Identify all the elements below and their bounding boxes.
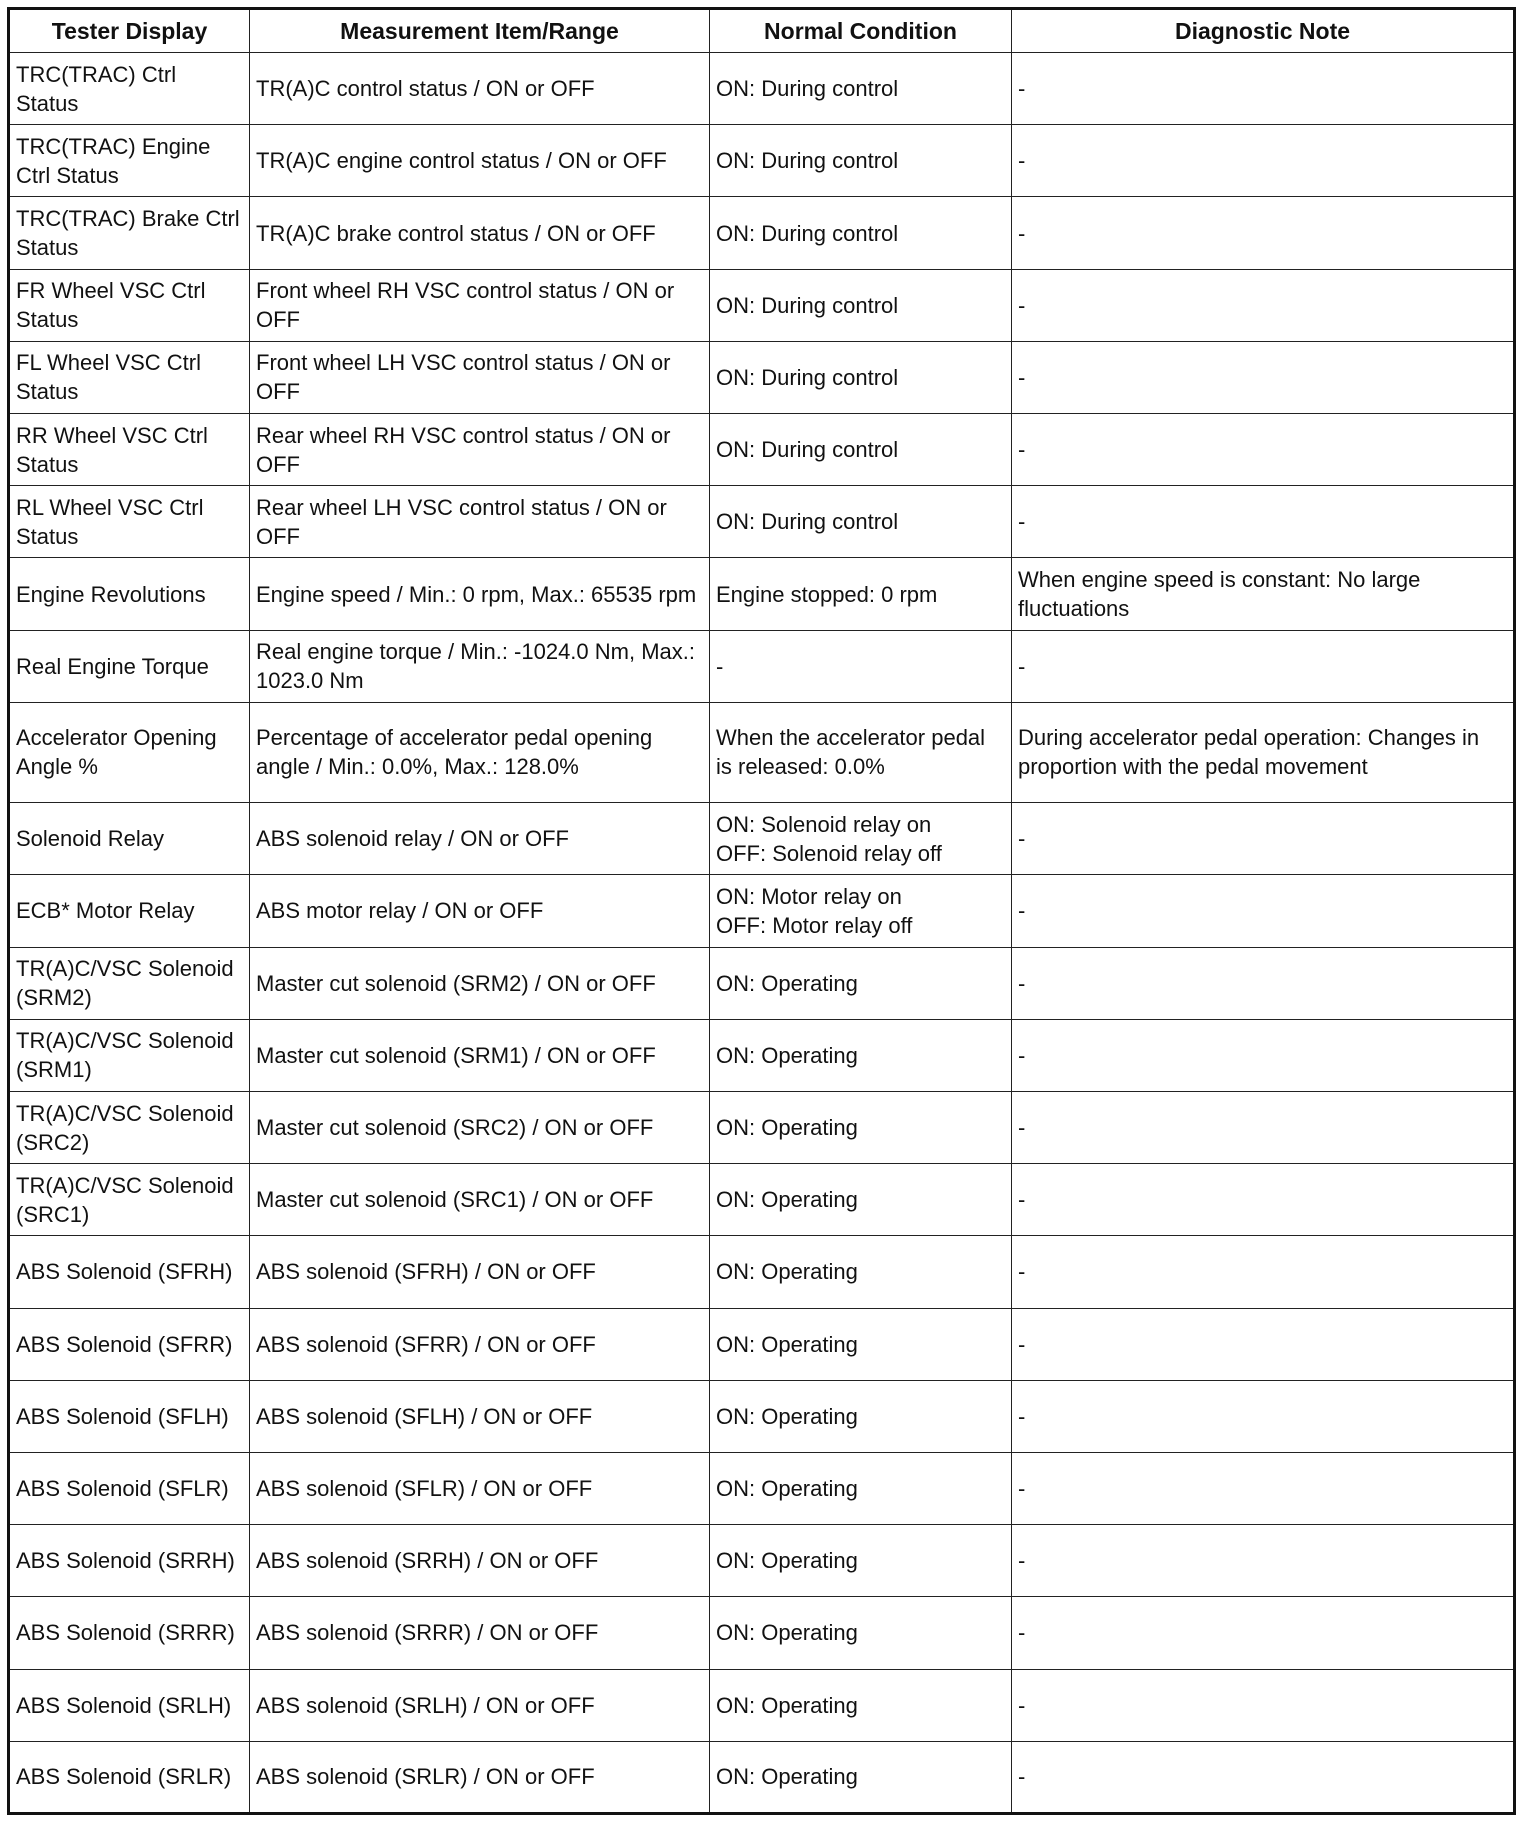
cell-measurement-item: Master cut solenoid (SRM1) / ON or OFF xyxy=(250,1019,710,1091)
cell-measurement-item: ABS solenoid (SRRR) / ON or OFF xyxy=(250,1597,710,1669)
cell-normal-condition: ON: Operating xyxy=(710,1669,1012,1741)
cell-normal-condition: ON: During control xyxy=(710,486,1012,558)
cell-tester-display: TRC(TRAC) Engine Ctrl Status xyxy=(9,125,250,197)
table-body xyxy=(9,53,1515,1814)
cell-measurement-item: ABS solenoid (SFLH) / ON or OFF xyxy=(250,1380,710,1452)
cell-diagnostic-note: - xyxy=(1012,1452,1515,1524)
cell-diagnostic-note: - xyxy=(1012,414,1515,486)
tester-data-table xyxy=(7,7,1516,1815)
cell-tester-display: Accelerator Opening Angle % xyxy=(9,702,250,802)
cell-diagnostic-note: - xyxy=(1012,803,1515,875)
table-row xyxy=(9,125,1515,197)
cell-normal-condition: ON: Operating xyxy=(710,947,1012,1019)
table-row xyxy=(9,702,1515,802)
table-row xyxy=(9,1164,1515,1236)
cell-tester-display: Engine Revolutions xyxy=(9,558,250,630)
cell-normal-condition: ON: Solenoid relay on OFF: Solenoid relay off xyxy=(710,803,1012,875)
table-row xyxy=(9,1452,1515,1524)
cell-diagnostic-note: - xyxy=(1012,486,1515,558)
cell-measurement-item: Master cut solenoid (SRC1) / ON or OFF xyxy=(250,1164,710,1236)
cell-diagnostic-note: - xyxy=(1012,1164,1515,1236)
cell-measurement-item: ABS solenoid relay / ON or OFF xyxy=(250,803,710,875)
cell-normal-condition: ON: Operating xyxy=(710,1597,1012,1669)
cell-diagnostic-note: During accelerator pedal operation: Changes in proportion with the pedal movement xyxy=(1012,702,1515,802)
cell-tester-display: FL Wheel VSC Ctrl Status xyxy=(9,341,250,413)
table-row xyxy=(9,630,1515,702)
cell-tester-display: TRC(TRAC) Ctrl Status xyxy=(9,53,250,125)
table-row xyxy=(9,269,1515,341)
cell-diagnostic-note: - xyxy=(1012,197,1515,269)
cell-diagnostic-note: - xyxy=(1012,269,1515,341)
cell-measurement-item: ABS solenoid (SRLH) / ON or OFF xyxy=(250,1669,710,1741)
table-row xyxy=(9,558,1515,630)
cell-tester-display: ECB* Motor Relay xyxy=(9,875,250,947)
table-row xyxy=(9,1525,1515,1597)
cell-normal-condition: ON: Operating xyxy=(710,1452,1012,1524)
cell-tester-display: RR Wheel VSC Ctrl Status xyxy=(9,414,250,486)
table-row xyxy=(9,197,1515,269)
cell-tester-display: TR(A)C/VSC Solenoid (SRM1) xyxy=(9,1019,250,1091)
cell-measurement-item: Master cut solenoid (SRC2) / ON or OFF xyxy=(250,1091,710,1163)
table-row xyxy=(9,1380,1515,1452)
cell-tester-display: ABS Solenoid (SFRR) xyxy=(9,1308,250,1380)
cell-normal-condition: ON: During control xyxy=(710,341,1012,413)
cell-diagnostic-note: - xyxy=(1012,1741,1515,1813)
table-row xyxy=(9,414,1515,486)
cell-tester-display: TR(A)C/VSC Solenoid (SRC1) xyxy=(9,1164,250,1236)
header-diagnostic-note: Diagnostic Note xyxy=(1012,9,1515,53)
cell-diagnostic-note: - xyxy=(1012,1019,1515,1091)
cell-normal-condition: ON: Motor relay on OFF: Motor relay off xyxy=(710,875,1012,947)
cell-measurement-item: ABS motor relay / ON or OFF xyxy=(250,875,710,947)
cell-diagnostic-note: - xyxy=(1012,1236,1515,1308)
cell-diagnostic-note: - xyxy=(1012,875,1515,947)
cell-measurement-item: ABS solenoid (SFRR) / ON or OFF xyxy=(250,1308,710,1380)
table-row xyxy=(9,803,1515,875)
cell-measurement-item: ABS solenoid (SFRH) / ON or OFF xyxy=(250,1236,710,1308)
table-row xyxy=(9,947,1515,1019)
cell-diagnostic-note: - xyxy=(1012,1525,1515,1597)
cell-normal-condition: ON: During control xyxy=(710,197,1012,269)
cell-normal-condition: ON: Operating xyxy=(710,1380,1012,1452)
header-measurement-item: Measurement Item/Range xyxy=(250,9,710,53)
cell-normal-condition: ON: During control xyxy=(710,414,1012,486)
header-normal-condition: Normal Condition xyxy=(710,9,1012,53)
table-row xyxy=(9,875,1515,947)
cell-normal-condition: Engine stopped: 0 rpm xyxy=(710,558,1012,630)
cell-normal-condition: ON: Operating xyxy=(710,1308,1012,1380)
cell-tester-display: ABS Solenoid (SFLH) xyxy=(9,1380,250,1452)
cell-measurement-item: ABS solenoid (SFLR) / ON or OFF xyxy=(250,1452,710,1524)
cell-tester-display: TR(A)C/VSC Solenoid (SRC2) xyxy=(9,1091,250,1163)
cell-measurement-item: Rear wheel RH VSC control status / ON or OFF xyxy=(250,414,710,486)
cell-measurement-item: Rear wheel LH VSC control status / ON or OFF xyxy=(250,486,710,558)
table-row xyxy=(9,1091,1515,1163)
cell-tester-display: Real Engine Torque xyxy=(9,630,250,702)
table-row xyxy=(9,1741,1515,1813)
cell-diagnostic-note: - xyxy=(1012,341,1515,413)
cell-measurement-item: Front wheel LH VSC control status / ON or OFF xyxy=(250,341,710,413)
cell-tester-display: ABS Solenoid (SRRR) xyxy=(9,1597,250,1669)
cell-measurement-item: Percentage of accelerator pedal opening angle / Min.: 0.0%, Max.: 128.0% xyxy=(250,702,710,802)
cell-normal-condition: When the accelerator pedal is released: 0.0% xyxy=(710,702,1012,802)
cell-measurement-item: ABS solenoid (SRRH) / ON or OFF xyxy=(250,1525,710,1597)
cell-diagnostic-note: - xyxy=(1012,630,1515,702)
cell-tester-display: RL Wheel VSC Ctrl Status xyxy=(9,486,250,558)
cell-tester-display: ABS Solenoid (SFLR) xyxy=(9,1452,250,1524)
cell-diagnostic-note: When engine speed is constant: No large fluctuations xyxy=(1012,558,1515,630)
table-row xyxy=(9,341,1515,413)
table-row xyxy=(9,1308,1515,1380)
cell-diagnostic-note: - xyxy=(1012,1091,1515,1163)
cell-measurement-item: TR(A)C engine control status / ON or OFF xyxy=(250,125,710,197)
cell-tester-display: FR Wheel VSC Ctrl Status xyxy=(9,269,250,341)
cell-tester-display: ABS Solenoid (SRLR) xyxy=(9,1741,250,1813)
cell-tester-display: ABS Solenoid (SFRH) xyxy=(9,1236,250,1308)
cell-normal-condition: - xyxy=(710,630,1012,702)
cell-tester-display: ABS Solenoid (SRRH) xyxy=(9,1525,250,1597)
cell-diagnostic-note: - xyxy=(1012,1308,1515,1380)
cell-measurement-item: Engine speed / Min.: 0 rpm, Max.: 65535 rpm xyxy=(250,558,710,630)
cell-tester-display: TR(A)C/VSC Solenoid (SRM2) xyxy=(9,947,250,1019)
table-row xyxy=(9,486,1515,558)
cell-measurement-item: Front wheel RH VSC control status / ON or OFF xyxy=(250,269,710,341)
cell-measurement-item: TR(A)C brake control status / ON or OFF xyxy=(250,197,710,269)
cell-measurement-item: ABS solenoid (SRLR) / ON or OFF xyxy=(250,1741,710,1813)
cell-diagnostic-note: - xyxy=(1012,1669,1515,1741)
cell-tester-display: ABS Solenoid (SRLH) xyxy=(9,1669,250,1741)
cell-normal-condition: ON: Operating xyxy=(710,1525,1012,1597)
cell-measurement-item: TR(A)C control status / ON or OFF xyxy=(250,53,710,125)
cell-tester-display: TRC(TRAC) Brake Ctrl Status xyxy=(9,197,250,269)
cell-diagnostic-note: - xyxy=(1012,53,1515,125)
table-row xyxy=(9,1669,1515,1741)
table-row xyxy=(9,1236,1515,1308)
cell-normal-condition: ON: During control xyxy=(710,125,1012,197)
table-row xyxy=(9,53,1515,125)
table-row xyxy=(9,1597,1515,1669)
table-row xyxy=(9,1019,1515,1091)
cell-measurement-item: Master cut solenoid (SRM2) / ON or OFF xyxy=(250,947,710,1019)
header-tester-display: Tester Display xyxy=(9,9,250,53)
cell-normal-condition: ON: Operating xyxy=(710,1091,1012,1163)
cell-measurement-item: Real engine torque / Min.: -1024.0 Nm, Max.: 1023.0 Nm xyxy=(250,630,710,702)
cell-diagnostic-note: - xyxy=(1012,125,1515,197)
cell-normal-condition: ON: During control xyxy=(710,269,1012,341)
cell-normal-condition: ON: Operating xyxy=(710,1741,1012,1813)
cell-diagnostic-note: - xyxy=(1012,947,1515,1019)
cell-normal-condition: ON: Operating xyxy=(710,1236,1012,1308)
cell-diagnostic-note: - xyxy=(1012,1380,1515,1452)
cell-normal-condition: ON: Operating xyxy=(710,1019,1012,1091)
header-row xyxy=(9,9,1515,53)
cell-tester-display: Solenoid Relay xyxy=(9,803,250,875)
cell-normal-condition: ON: During control xyxy=(710,53,1012,125)
cell-normal-condition: ON: Operating xyxy=(710,1164,1012,1236)
cell-diagnostic-note: - xyxy=(1012,1597,1515,1669)
